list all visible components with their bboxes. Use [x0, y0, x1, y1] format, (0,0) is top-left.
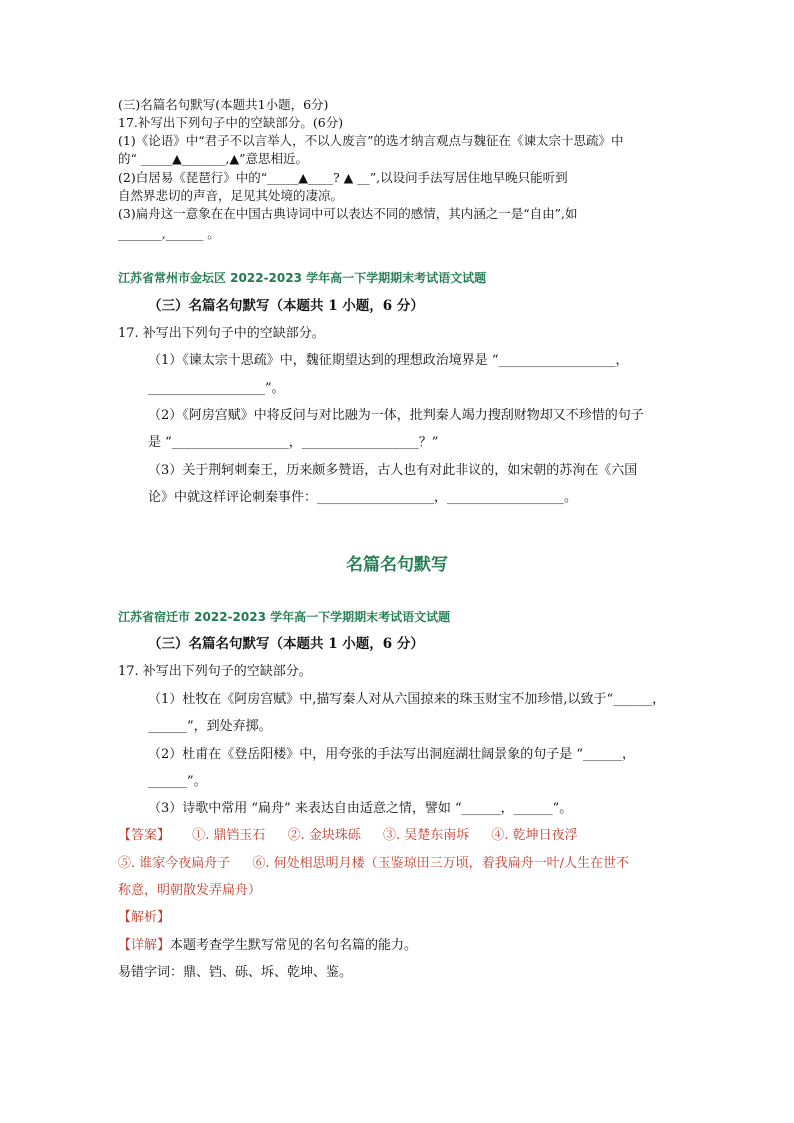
answer-item-6: ⑥. 何处相思明月楼（玉鉴琼田三万顷，着我扁舟一叶/人生在世不 [252, 856, 630, 871]
answer-label: 【答案】 [118, 828, 171, 843]
block3-source: 江苏省宿迁市 2022-2023 学年高一下学期期末考试语文试题 [118, 610, 451, 624]
answer-line1 [118, 827, 578, 845]
block3-q2-line2: ______”。 [148, 774, 207, 789]
block2-q2-line2: 是 “__________________，__________________？” [148, 435, 439, 450]
block1-q1-line2: 的“ _____▲_______,▲”意思相近。 [118, 151, 308, 166]
block2-question-stem: 17. 补写出下列句子中的空缺部分。 [118, 326, 325, 341]
block3-q3: （3）诗歌中常用 “扁舟” 来表达自由适意之情，譬如 “______，______”。 [148, 801, 573, 816]
block3-q1-line1: （1）杜牧在《阿房宫赋》中,描写秦人对从六国掠来的珠玉财宝不加珍惜,以致于“______， [148, 692, 666, 707]
block2-q3-line1: （3）关于荆轲刺秦王，历来颇多赞语，古人也有对此非议的，如宋朝的苏洵在《六国 [148, 463, 638, 478]
answer-item-1: ①. 鼎铛玉石 [192, 828, 266, 843]
block3-question-stem: 17. 补写出下列句子的空缺部分。 [118, 664, 312, 679]
block3-q1-line2: ______”，到处弃掷。 [148, 719, 272, 734]
block2-source: 江苏省常州市金坛区 2022-2023 学年高一下学期期末考试语文试题 [118, 271, 487, 285]
answer-item-5: ⑤. 谁家今夜扁舟子 [118, 856, 231, 871]
analysis-label: 【解析】 [118, 910, 171, 925]
block1-question-stem: 17.补写出下列句子中的空缺部分。(6分) [118, 115, 344, 130]
block2-q1-line1: （1）《谏太宗十思疏》中，魏征期望达到的理想政治境界是 “__________________， [148, 353, 629, 368]
block1-q2-line2: 自然界悲切的声音，足见其处境的凄凉。 [118, 188, 344, 203]
answer-item-2: ②. 金块珠砾 [287, 828, 361, 843]
block1-q1-line1: (1)《论语》中“君子不以言举人，不以人废言”的选才纳言观点与魏征在《谏太宗十思疏》中 [118, 133, 624, 148]
block2-q1-line2: __________________”。 [148, 381, 285, 396]
block1-heading: (三)名篇名句默写(本题共1小题，6分) [118, 97, 329, 112]
answer-line3: 称意，明朝散发弄扁舟） [118, 883, 262, 898]
analysis-typo-words: 易错字词：鼎、铛、砾、坼、乾坤、鉴。 [118, 965, 353, 980]
block2-q3-line2: 论》中就这样评论刺秦事件：__________________，__________________。 [148, 490, 578, 505]
answer-item-4: ④. 乾坤日夜浮 [491, 828, 578, 843]
block1-q3-line2: _______,______ 。 [118, 226, 220, 241]
section-title: 名篇名句默写 [346, 555, 448, 575]
answer-item-3: ③. 吴楚东南坼 [382, 828, 470, 843]
detail-label: 【详解】 [118, 938, 171, 953]
block1-q3-line1: (3)扁舟这一意象在在中国古典诗词中可以表达不同的感情，其内涵之一是“自由”,如 [118, 206, 578, 221]
block3-q2-line1: （2）杜甫在《登岳阳楼》中，用夸张的手法写出洞庭湖壮阔景象的句子是 “______， [148, 747, 636, 762]
block2-heading: （三）名篇名句默写（本题共 1 小题，6 分） [148, 298, 424, 314]
block1-q2-line1: (2)白居易《琵琶行》中的“_____▲____? ▲ __”,以设问手法写居住地早晚只能听到 [118, 170, 568, 185]
block3-heading: （三）名篇名句默写（本题共 1 小题，6 分） [148, 636, 424, 652]
block2-q2-line1: （2）《阿房宫赋》中将反问与对比融为一体，批判秦人竭力搜刮财物却又不珍惜的句子 [148, 408, 644, 423]
answer-line2 [118, 855, 629, 873]
analysis-detail: 【详解】本题考查学生默写常见的名句名篇的能力。 [118, 938, 418, 953]
